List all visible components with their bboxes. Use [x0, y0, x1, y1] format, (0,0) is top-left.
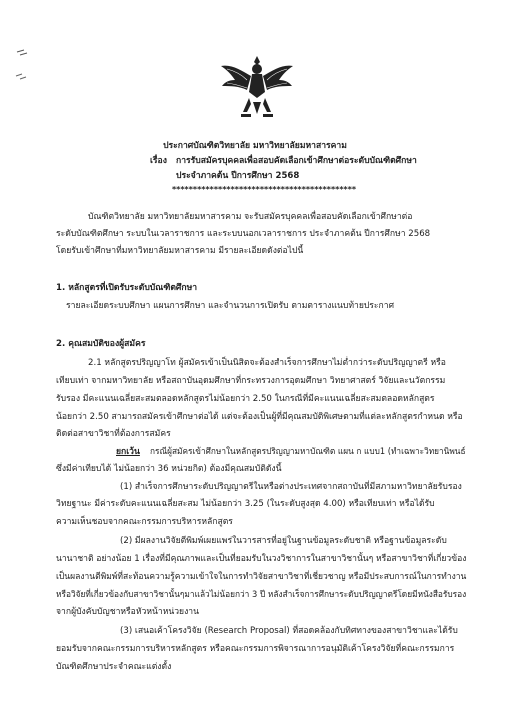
criterion-3-line-1: (3) เสนอเค้าโครงวิจัย (Research Proposal) ที่สอดคล้องกับทิศทางของสาขาวิชาและได้รับ — [120, 626, 458, 636]
section-1-heading: 1. หลักสูตรที่เปิดรับระดับบัณฑิตศึกษา — [56, 283, 198, 293]
intro-line-1: บัณฑิตวิทยาลัย มหาวิทยาลัยมหาสารคาม จะรับสมัครบุคคลเพื่อสอบคัดเลือกเข้าศึกษาต่อ — [88, 212, 413, 222]
term-title: ประจำภาคต้น ปีการศึกษา 2568 — [176, 171, 300, 181]
intro-line-2: ระดับบัณฑิตศึกษา ระบบในเวลาราชการ และระบบนอกเวลาราชการ ประจำภาคต้น ปีการศึกษา 2568 — [56, 229, 431, 239]
criterion-2-line-2: นานาชาติ อย่างน้อย 1 เรื่องที่มีคุณภาพและเป็นที่ยอมรับในวงวิชาการในสาขาวิชานั้นๆ หรือสาขาวิชาที่เกี่ยวข้อง — [56, 554, 467, 564]
section-2-heading: 2. คุณสมบัติของผู้สมัคร — [56, 339, 146, 349]
announcement-title: ประกาศบัณฑิตวิทยาลัย มหาวิทยาลัยมหาสารคาม — [163, 141, 347, 151]
criterion-3-line-3: บัณฑิตศึกษาประจำคณะแต่งตั้ง — [56, 662, 172, 672]
exception-line-2: ซึ่งมีค่าเทียบได้ ไม่น้อยกว่า 36 หน่วยกิต) ต้องมีคุณสมบัติดังนี้ — [56, 464, 282, 474]
criterion-1-line-3: ความเห็นชอบจากคณะกรรมการบริหารหลักสูตร — [56, 517, 233, 527]
criterion-1-line-1: (1) สำเร็จการศึกษาระดับปริญญาตรีในหรือต่างประเทศจากสถาบันที่มีสภามหาวิทยาลัยรับรอง — [120, 482, 462, 492]
section-1-text: รายละเอียดระบบศึกษา แผนการศึกษา และจำนวนการเปิดรับ ตามตารางแนบท้ายประกาศ — [66, 301, 395, 311]
subject-label: เรื่อง — [150, 156, 167, 166]
criterion-2-line-4: หรือวิจัยที่เกี่ยวข้องกับสาขาวิชานั้นๆมาแล้วไม่น้อยกว่า 3 ปี หลังสำเร็จการศึกษาระดับปริญญาตรีโดยมีหนังสือรับรอง — [56, 590, 467, 600]
para-2-1-line-1: 2.1 หลักสูตรปริญญาโท ผู้สมัครเข้าเป็นนิสิตจะต้องสำเร็จการศึกษาไม่ต่ำกว่าระดับปริญญาตรี หรือ — [88, 358, 446, 368]
para-2-1-line-3: รับรอง มีคะแนนเฉลี่ยสะสมตลอดหลักสูตรไม่น้อยกว่า 2.50 ในกรณีที่มีคะแนนเฉลี่ยสะสมตลอดหลักสูตร — [56, 394, 435, 404]
scan-marks — [14, 46, 38, 86]
para-2-1-line-5: ติดต่อสาขาวิชาที่ต้องการสมัคร — [56, 429, 171, 439]
criterion-3-line-2: ยอมรับจากคณะกรรมการบริหารหลักสูตร หรือคณะกรรมการพิจารณาการอนุมัติเค้าโครงวิจัยที่คณะกรรมการ — [56, 644, 455, 654]
intro-line-3: โดยรับเข้าศึกษาที่มหาวิทยาลัยมหาสารคาม มีรายละเอียดดังต่อไปนี้ — [56, 246, 304, 256]
criterion-2-line-5: จากผู้บังคับบัญชาหรือหัวหน้าหน่วยงาน — [56, 607, 199, 617]
criterion-2-line-1: (2) มีผลงานวิจัยตีพิมพ์เผยแพร่ในวารสารที่อยู่ในฐานข้อมูลระดับชาติ หรือฐานข้อมูลระดับ — [120, 536, 447, 546]
criterion-2-line-3: เป็นผลงานตีพิมพ์ที่สะท้อนความรู้ความเข้าใจในการทำวิจัยสาขาวิชาที่เชี่ยวชาญ หรือมีประสบการณ์ในการทำงาน — [56, 572, 467, 582]
subject-title: การรับสมัครบุคคลเพื่อสอบคัดเลือกเข้าศึกษาต่อระดับบัณฑิตศึกษา — [176, 156, 417, 166]
exception-label: ยกเว้น — [116, 447, 140, 457]
exception-line-1: กรณีผู้สมัครเข้าศึกษาในหลักสูตรปริญญามหาบัณฑิต แผน ก แบบ1 (ทำเฉพาะวิทยานิพนธ์ — [150, 447, 466, 457]
garuda-emblem-icon — [219, 52, 295, 124]
criterion-1-line-2: วิทยฐานะ มีค่าระดับคะแนนเฉลี่ยสะสม ไม่น้อยกว่า 3.25 (ในระดับสูงสุด 4.00) หรือเทียบเท่า หรือได้รับ — [56, 499, 435, 509]
para-2-1-line-2: เทียบเท่า จากมหาวิทยาลัย หรือสถาบันอุดมศึกษาที่กระทรวงการอุดมศึกษา วิทยาศาสตร์ วิจัยและนวัตกรรม — [56, 376, 446, 386]
para-2-1-line-4: น้อยกว่า 2.50 สามารถสมัครเข้าศึกษาต่อได้ แต่จะต้องเป็นผู้ที่มีคุณสมบัติพิเศษตามที่แต่ละหลักสูตรกำหนด หรือ — [56, 412, 463, 422]
star-divider: ******************************************** — [172, 185, 357, 194]
